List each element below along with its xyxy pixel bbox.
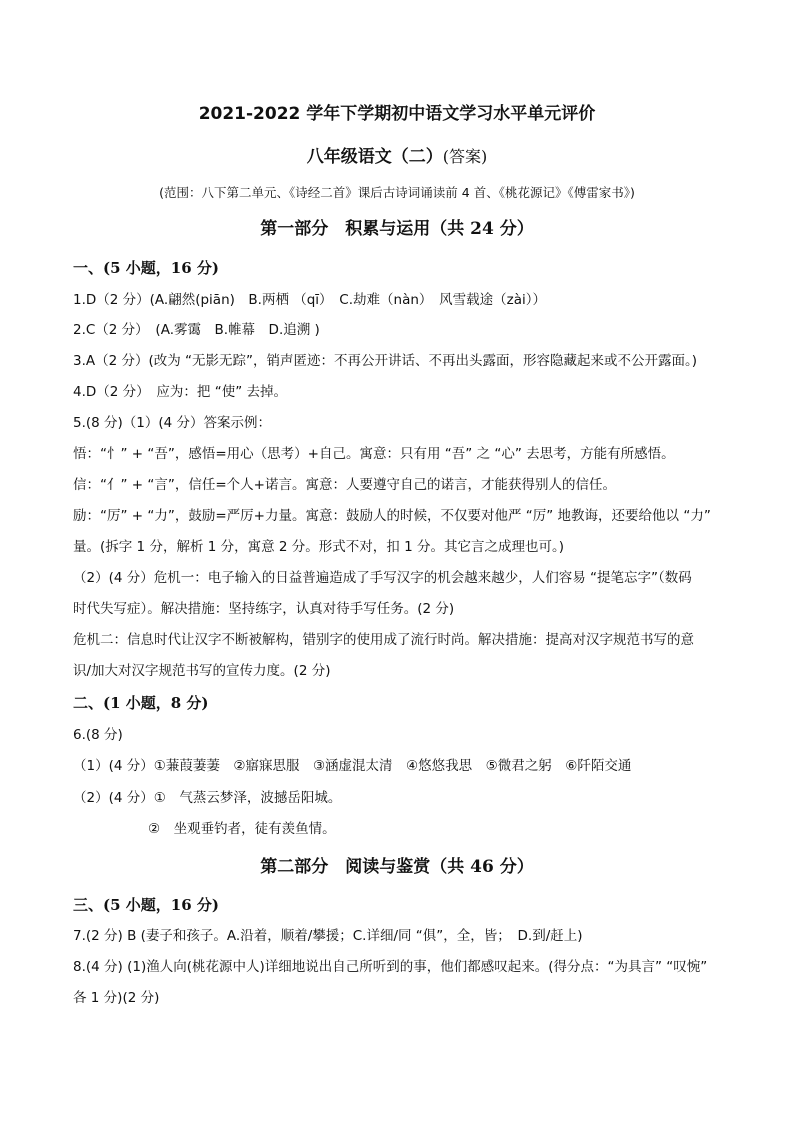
- part1-title: 第一部分 积累与运用（共 24 分）: [260, 219, 534, 239]
- scope-note: (范围：八下第二单元、《诗经二首》课后古诗词诵读前 4 首、《桃花源记》《傅雷家书》): [159, 185, 635, 200]
- answer-q6-1: （1）(4 分）①蒹葭萋萋 ②寤寐思服 ③涵虚混太清 ④悠悠我思 ⑤微君之躬 ⑥阡陌交通: [73, 758, 632, 774]
- section2-heading: 二、(1 小题，8 分): [73, 694, 209, 712]
- subtitle-main: 八年级语文（二）: [306, 147, 443, 167]
- answer-tag: (答案): [442, 147, 488, 166]
- answer-q5-head: 5.(8 分)（1）(4 分）答案示例：: [73, 415, 272, 431]
- part2-title: 第二部分 阅读与鉴赏（共 46 分）: [260, 857, 534, 877]
- answer-q6-2a: （2）(4 分）① 气蒸云梦泽，波撼岳阳城。: [73, 790, 342, 806]
- answer-q5-2-line3: 危机二：信息时代让汉字不断被解构，错别字的使用成了流行时尚。解决措施：提高对汉字规范书写的意: [73, 632, 694, 648]
- answer-q6-2b: ② 坐观垂钓者，徒有羡鱼情。: [148, 821, 336, 837]
- answer-q5-2-line1: （2）(4 分）危机一：电子输入的日益普遍造成了手写汉字的机会越来越少，人们容易 “提笔忘字”（数码: [73, 570, 692, 586]
- page-subtitle: [0, 147, 794, 167]
- answer-q5-li-line2: 量。(拆字 1 分，解析 1 分，寓意 2 分。形式不对，扣 1 分。其它言之成理也可。): [73, 539, 564, 555]
- answer-q3: 3.A（2 分）(改为 “无影无踪”，销声匿迹：不再公开讲话、不再出头露面，形容隐藏起来或不公开露面。): [73, 353, 698, 369]
- answer-q8-line1: 8.(4 分) (1)渔人向(桃花源中人)详细地说出自己所听到的事，他们都感叹起来。(得分点：“为具言” “叹惋”: [73, 959, 708, 975]
- answer-q8-line2: 各 1 分)(2 分): [73, 990, 160, 1006]
- answer-q7: 7.(2 分) B (妻子和孩子。A.沿着，顺着/攀援；C.详细/同 “俱”，全，皆； D.到/赶上): [73, 928, 583, 944]
- answer-q4: 4.D（2 分） 应为：把 “使” 去掉。: [73, 384, 287, 400]
- answer-q5-li-line1: 励：“厉” + “力”，鼓励=严厉+力量。寓意：鼓励人的时候，不仅要对他严 “厉” 地教诲，还要给他以 “力”: [73, 508, 711, 524]
- section3-heading: 三、(5 小题，16 分): [73, 896, 219, 914]
- answer-q1: 1.D（2 分）(A.翩然(piān) B.两栖 （qī） C.劫难（nàn） 风雪载途（zài））: [73, 292, 547, 308]
- section1-heading: 一、(5 小题，16 分): [73, 259, 219, 277]
- page-title: 2021-2022 学年下学期初中语文学习水平单元评价: [198, 104, 596, 124]
- answer-q5-xin: 信：“亻” + “言”，信任=个人+诺言。寓意：人要遵守自己的诺言，才能获得别人的信任。: [73, 477, 616, 493]
- answer-q5-2-line2: 时代失写症）。解决措施：坚持练字，认真对待手写任务。(2 分): [73, 601, 455, 617]
- answer-q6: 6.(8 分): [73, 727, 123, 743]
- answer-q2: 2.C（2 分） (A.雾霭 B.帷幕 D.追溯 ): [73, 322, 320, 338]
- answer-q5-wu: 悟：“忄” + “吾”，感悟=用心（思考）+自己。寓意：只有用 “吾” 之 “心” 去思考，方能有所感悟。: [73, 446, 675, 462]
- answer-q5-2-line4: 识/加大对汉字规范书写的宣传力度。(2 分): [73, 663, 331, 679]
